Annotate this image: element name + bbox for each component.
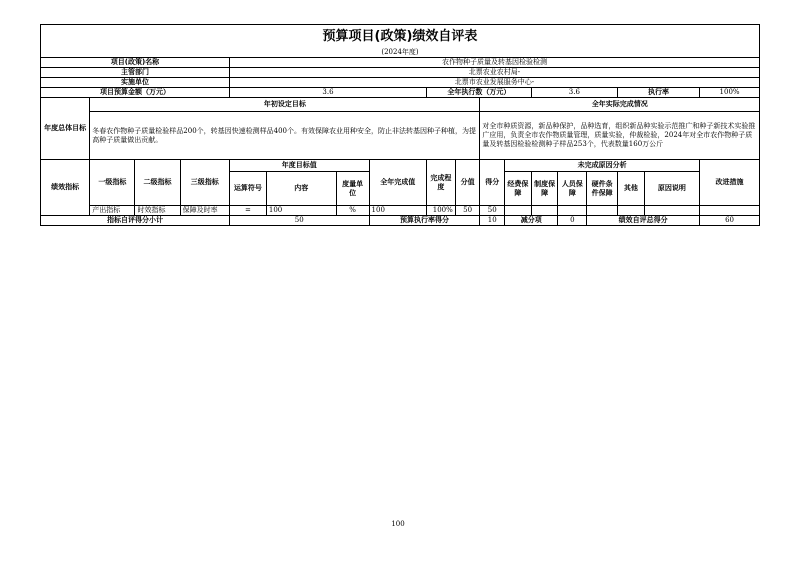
content-cell: 100: [266, 206, 336, 216]
impl-label: 实施单位: [41, 78, 230, 88]
h-annual-target: 年度目标值: [229, 160, 369, 172]
operator-cell: =: [229, 206, 266, 216]
budget-score-value: 10: [480, 216, 505, 226]
subtotal-value: 50: [229, 216, 369, 226]
hardware-cell: [587, 206, 618, 216]
dept-value: 北票农业农村局-: [229, 68, 759, 78]
project-name-label: 项目(政策)名称: [41, 58, 230, 68]
annual-goal-label: 年度总体目标: [41, 98, 90, 160]
perf-section-label: 绩效指标: [41, 160, 90, 216]
page-number: 100: [391, 520, 405, 528]
h-other: 其他: [617, 172, 644, 206]
h-weight: 分值: [455, 160, 480, 206]
h-level2: 二级指标: [135, 160, 180, 206]
initial-goal-header: 年初设定目标: [90, 98, 480, 112]
deduct-value: 0: [558, 216, 587, 226]
h-system: 制度保障: [531, 172, 558, 206]
report-year: (2024年度): [41, 47, 760, 58]
completion-cell: 100%: [427, 206, 456, 216]
deduct-label: 减分项: [505, 216, 558, 226]
subtotal-label: 指标自评得分小计: [41, 216, 230, 226]
total-label: 绩效自评总得分: [587, 216, 700, 226]
h-full-year: 全年完成值: [369, 160, 427, 206]
level3-cell: 保障及时率: [180, 206, 229, 216]
h-funding: 经费保障: [505, 172, 532, 206]
h-level3: 三级指标: [180, 160, 229, 206]
actual-goal-header: 全年实际完成情况: [480, 98, 760, 112]
budget-value: 3.6: [229, 88, 426, 98]
h-score: 得分: [480, 160, 505, 206]
level1-cell: 产出指标: [90, 206, 135, 216]
h-reason: 未完成原因分析: [505, 160, 700, 172]
full-year-cell: 100: [369, 206, 427, 216]
budget-score-label: 预算执行率得分: [369, 216, 480, 226]
exec-label: 全年执行数（万元）: [427, 88, 532, 98]
actual-goal-text: 对全市种质资源，新品种保护，品种选育，组织新品种实验示范推广和种子新技术实验推广应用，负责全市农作物质量管理，质量实验，仲裁检验，2024年对全市农作物种子质量及转基因检验检测种子样品253个，代表数量160万公斤: [480, 112, 760, 160]
other-cell: [617, 206, 644, 216]
staff-cell: [558, 206, 587, 216]
system-cell: [531, 206, 558, 216]
h-operator: 运算符号: [229, 172, 266, 206]
funding-cell: [505, 206, 532, 216]
h-hardware: 硬件条件保障: [587, 172, 618, 206]
exec-value: 3.6: [531, 88, 617, 98]
h-explain: 原因说明: [644, 172, 699, 206]
unit-cell: %: [336, 206, 369, 216]
level2-cell: 时效指标: [135, 206, 180, 216]
total-value: 60: [700, 216, 760, 226]
h-improve: 改进措施: [700, 160, 760, 206]
rate-label: 执行率: [617, 88, 699, 98]
initial-goal-text: 冬春农作物种子质量检验样品200个，转基因快速检测样品400个。有效保障农业用种安全，防止非法转基因种子种植，为提高种子质量做出贡献。: [90, 112, 480, 160]
evaluation-table: [40, 24, 760, 226]
score-cell: 50: [480, 206, 505, 216]
h-content: 内容: [266, 172, 336, 206]
rate-value: 100%: [700, 88, 760, 98]
project-name: 农作物种子质量及转基因检验检测: [229, 58, 759, 68]
h-level1: 一级指标: [90, 160, 135, 206]
improve-cell: [700, 206, 760, 216]
explain-cell: [644, 206, 699, 216]
impl-value: 北票市农业发展服务中心-: [229, 78, 759, 88]
table-row: [41, 206, 760, 216]
h-unit: 度量单位: [336, 172, 369, 206]
h-staff: 人员保障: [558, 172, 587, 206]
weight-cell: 50: [455, 206, 480, 216]
budget-label: 项目预算金额（万元）: [41, 88, 230, 98]
page-title: 预算项目(政策)绩效自评表: [41, 25, 760, 48]
h-completion: 完成程度: [427, 160, 456, 206]
dept-label: 主管部门: [41, 68, 230, 78]
